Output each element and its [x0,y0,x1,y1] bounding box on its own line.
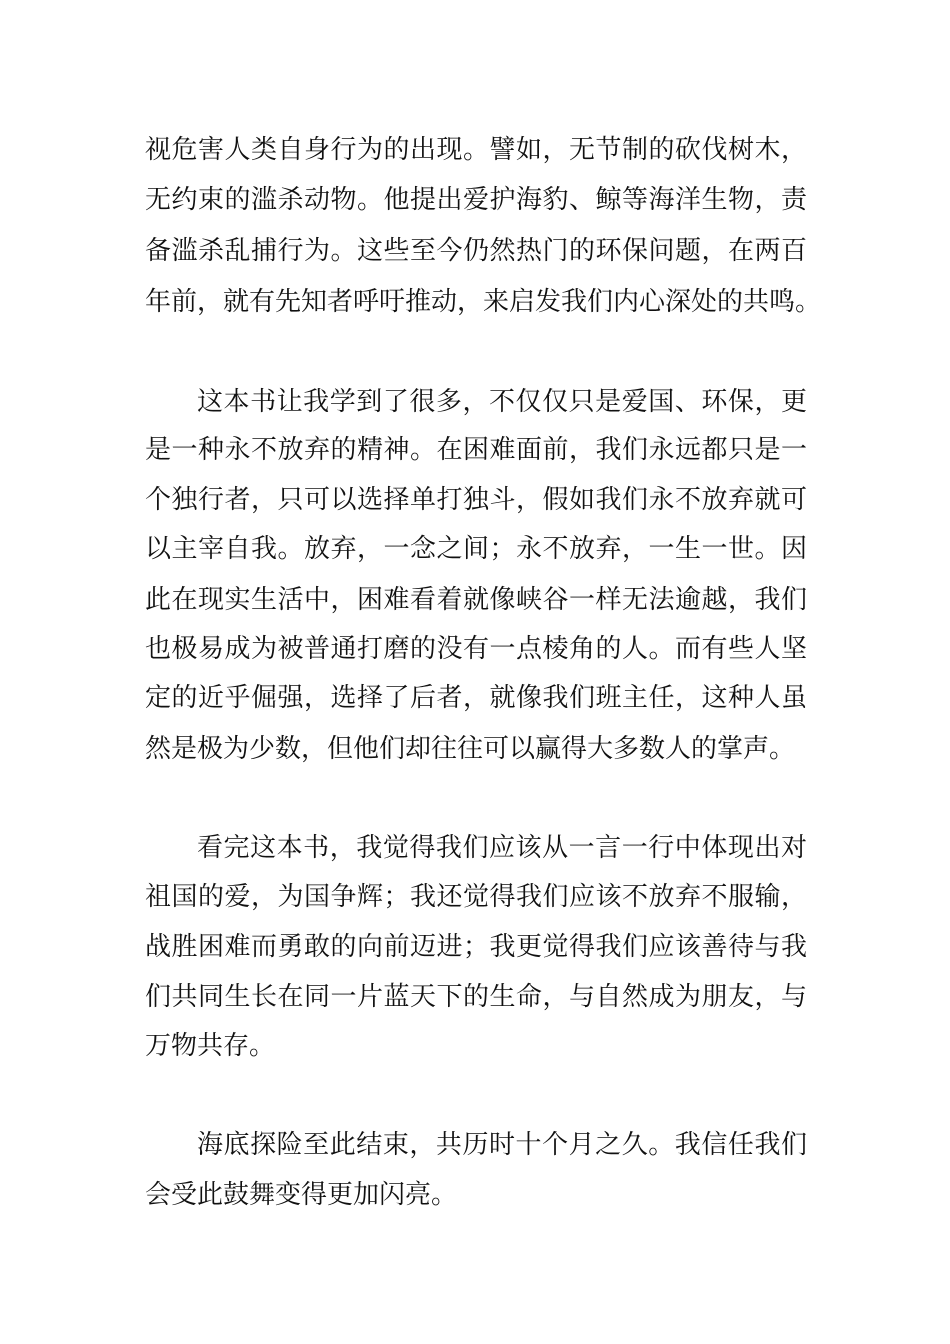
paragraph-3-line-4: 们共同生长在同一片蓝天下的生命，与自然成为朋友，与 [145,982,807,1012]
paragraph-2-line-7: 定的近乎倔强，选择了后者，就像我们班主任，这种人虽 [145,683,807,713]
paragraph-3-line-5: 万物共存。 [145,1031,276,1061]
paragraph-2-line-6: 也极易成为被普通打磨的没有一点棱角的人。而有些人坚 [145,634,807,664]
paragraph-1-line-1: 视危害人类自身行为的出现。譬如，无节制的砍伐树木， [145,135,807,165]
paragraph-2-line-3: 个独行者，只可以选择单打独斗，假如我们永不放弃就可 [145,485,807,515]
paragraph-2-line-4: 以主宰自我。放弃，一念之间；永不放弃，一生一世。因 [145,534,807,564]
paragraph-2-line-8: 然是极为少数，但他们却往往可以赢得大多数人的掌声。 [145,734,796,764]
paragraph-1-line-3: 备滥杀乱捕行为。这些至今仍然热门的环保问题，在两百 [145,236,807,266]
paragraph-3-line-1: 看完这本书，我觉得我们应该从一言一行中体现出对 [197,833,807,863]
paragraph-4-line-1: 海底探险至此结束，共历时十个月之久。我信任我们 [197,1130,807,1160]
paragraph-2-line-2: 是一种永不放弃的精神。在困难面前，我们永远都只是一 [145,435,807,465]
paragraph-4-line-2: 会受此鼓舞变得更加闪亮。 [145,1180,458,1210]
paragraph-1-line-4: 年前，就有先知者呼吁推动，来启发我们内心深处的共鸣。 [145,287,822,317]
paragraph-3-line-3: 战胜困难而勇敢的向前迈进；我更觉得我们应该善待与我 [145,932,807,962]
paragraph-2-line-5: 此在现实生活中，困难看着就像峡谷一样无法逾越，我们 [145,585,807,615]
paragraph-2-line-1: 这本书让我学到了很多，不仅仅只是爱国、环保，更 [197,387,807,417]
paragraph-3-line-2: 祖国的爱，为国争辉；我还觉得我们应该不放弃不服输， [145,882,807,912]
paragraph-1-line-2: 无约束的滥杀动物。他提出爱护海豹、鲸等海洋生物，责 [145,185,807,215]
